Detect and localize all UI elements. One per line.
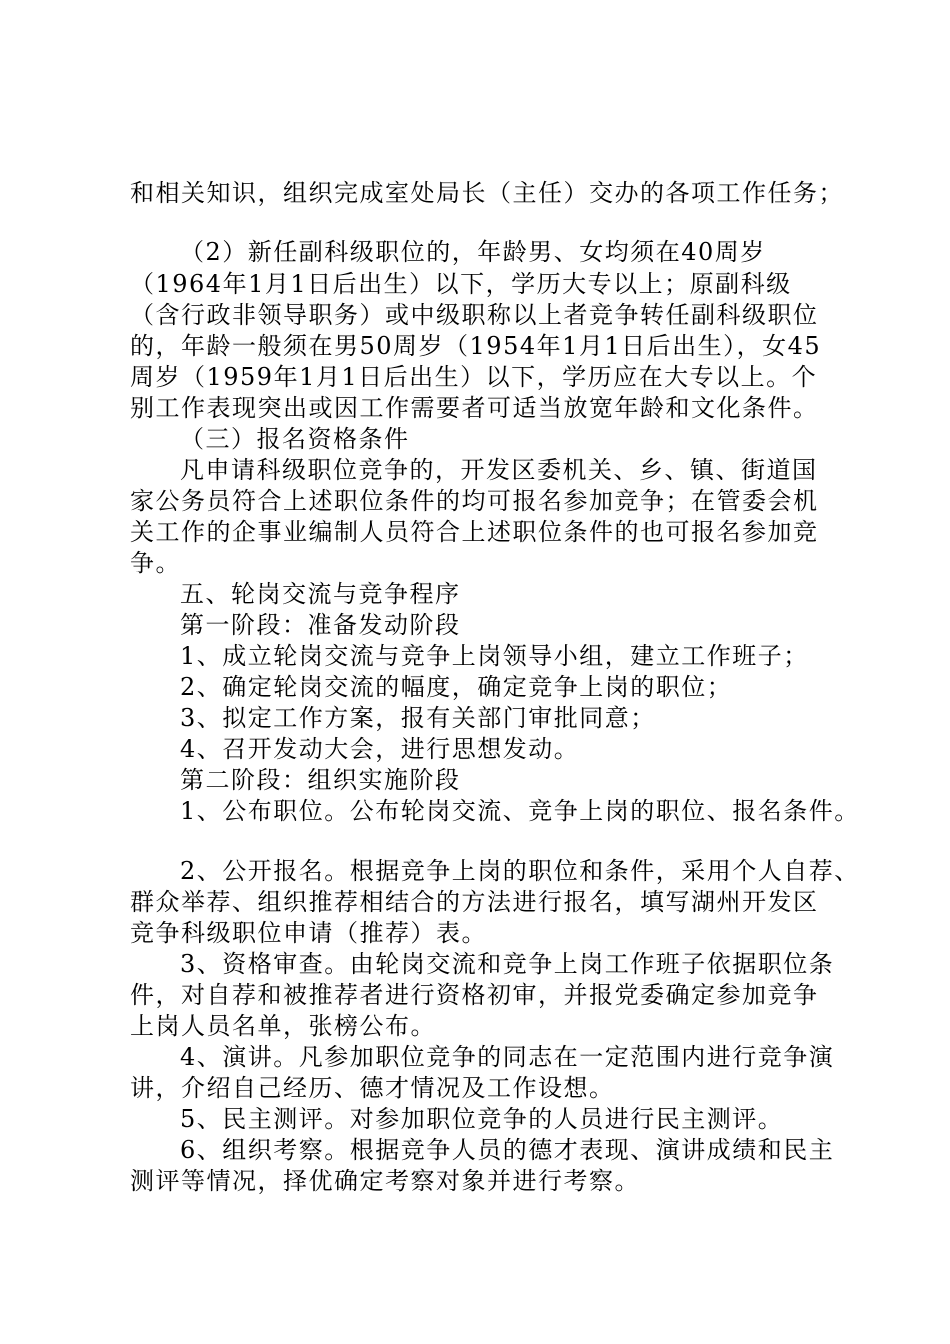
list-item: 1、公布职位。公布轮岗交流、竞争上岗的职位、报名条件。 bbox=[180, 797, 860, 825]
text-line: （含行政非领导职务）或中级职称以上者竞争转任副科级职位 bbox=[130, 301, 819, 329]
text-line: 测评等情况，择优确定考察对象并进行考察。 bbox=[130, 1167, 640, 1195]
list-item: 4、召开发动大会，进行思想发动。 bbox=[180, 735, 580, 763]
stage-heading: 第二阶段：组织实施阶段 bbox=[180, 766, 461, 794]
list-item: 2、确定轮岗交流的幅度，确定竞争上岗的职位； bbox=[180, 673, 733, 701]
section-heading: （三）报名资格条件 bbox=[180, 425, 410, 453]
list-item: 6、组织考察。根据竞争人员的德才表现、演讲成绩和民主 bbox=[180, 1136, 835, 1164]
text-line: 凡申请科级职位竞争的，开发区委机关、乡、镇、街道国 bbox=[180, 456, 818, 484]
text-line: 的，年龄一般须在男50周岁（1954年1月1日后出生），女45 bbox=[130, 332, 822, 360]
section-heading: 五、轮岗交流与竞争程序 bbox=[180, 580, 461, 608]
list-item: 3、资格审查。由轮岗交流和竞争上岗工作班子依据职位条 bbox=[180, 950, 835, 978]
list-item: 1、成立轮岗交流与竞争上岗领导小组，建立工作班子； bbox=[180, 642, 809, 670]
text-line: 别工作表现突出或因工作需要者可适当放宽年龄和文化条件。 bbox=[130, 394, 819, 422]
text-line: 上岗人员名单，张榜公布。 bbox=[130, 1012, 436, 1040]
list-item: 2、公开报名。根据竞争上岗的职位和条件，采用个人自荐、 bbox=[180, 857, 860, 885]
text-line: 周岁（1959年1月1日后出生）以下，学历应在大专以上。个 bbox=[130, 363, 818, 391]
text-line: 群众举荐、组织推荐相结合的方法进行报名，填写湖州开发区 bbox=[130, 888, 819, 916]
list-item: 4、演讲。凡参加职位竞争的同志在一定范围内进行竞争演 bbox=[180, 1043, 835, 1071]
list-item: 3、拟定工作方案，报有关部门审批同意； bbox=[180, 704, 656, 732]
text-line: 家公务员符合上述职位条件的均可报名参加竞争；在管委会机 bbox=[130, 487, 819, 515]
text-line: 争。 bbox=[130, 549, 181, 577]
list-item: 5、民主测评。对参加职位竞争的人员进行民主测评。 bbox=[180, 1105, 784, 1133]
text-line: 件，对自荐和被推荐者进行资格初审，并报党委确定参加竞争 bbox=[130, 981, 819, 1009]
stage-heading: 第一阶段：准备发动阶段 bbox=[180, 611, 461, 639]
text-line: 讲，介绍自己经历、德才情况及工作设想。 bbox=[130, 1074, 615, 1102]
text-line: 竞争科级职位申请（推荐）表。 bbox=[130, 919, 487, 947]
text-line: （1964年1月1日后出生）以下，学历大专以上；原副科级 bbox=[130, 270, 792, 298]
text-line: 关工作的企事业编制人员符合上述职位条件的也可报名参加竞 bbox=[130, 518, 819, 546]
text-line: 和相关知识，组织完成室处局长（主任）交办的各项工作任务； bbox=[130, 179, 844, 207]
text-line: （2）新任副科级职位的，年龄男、女均须在40周岁 bbox=[180, 238, 766, 266]
